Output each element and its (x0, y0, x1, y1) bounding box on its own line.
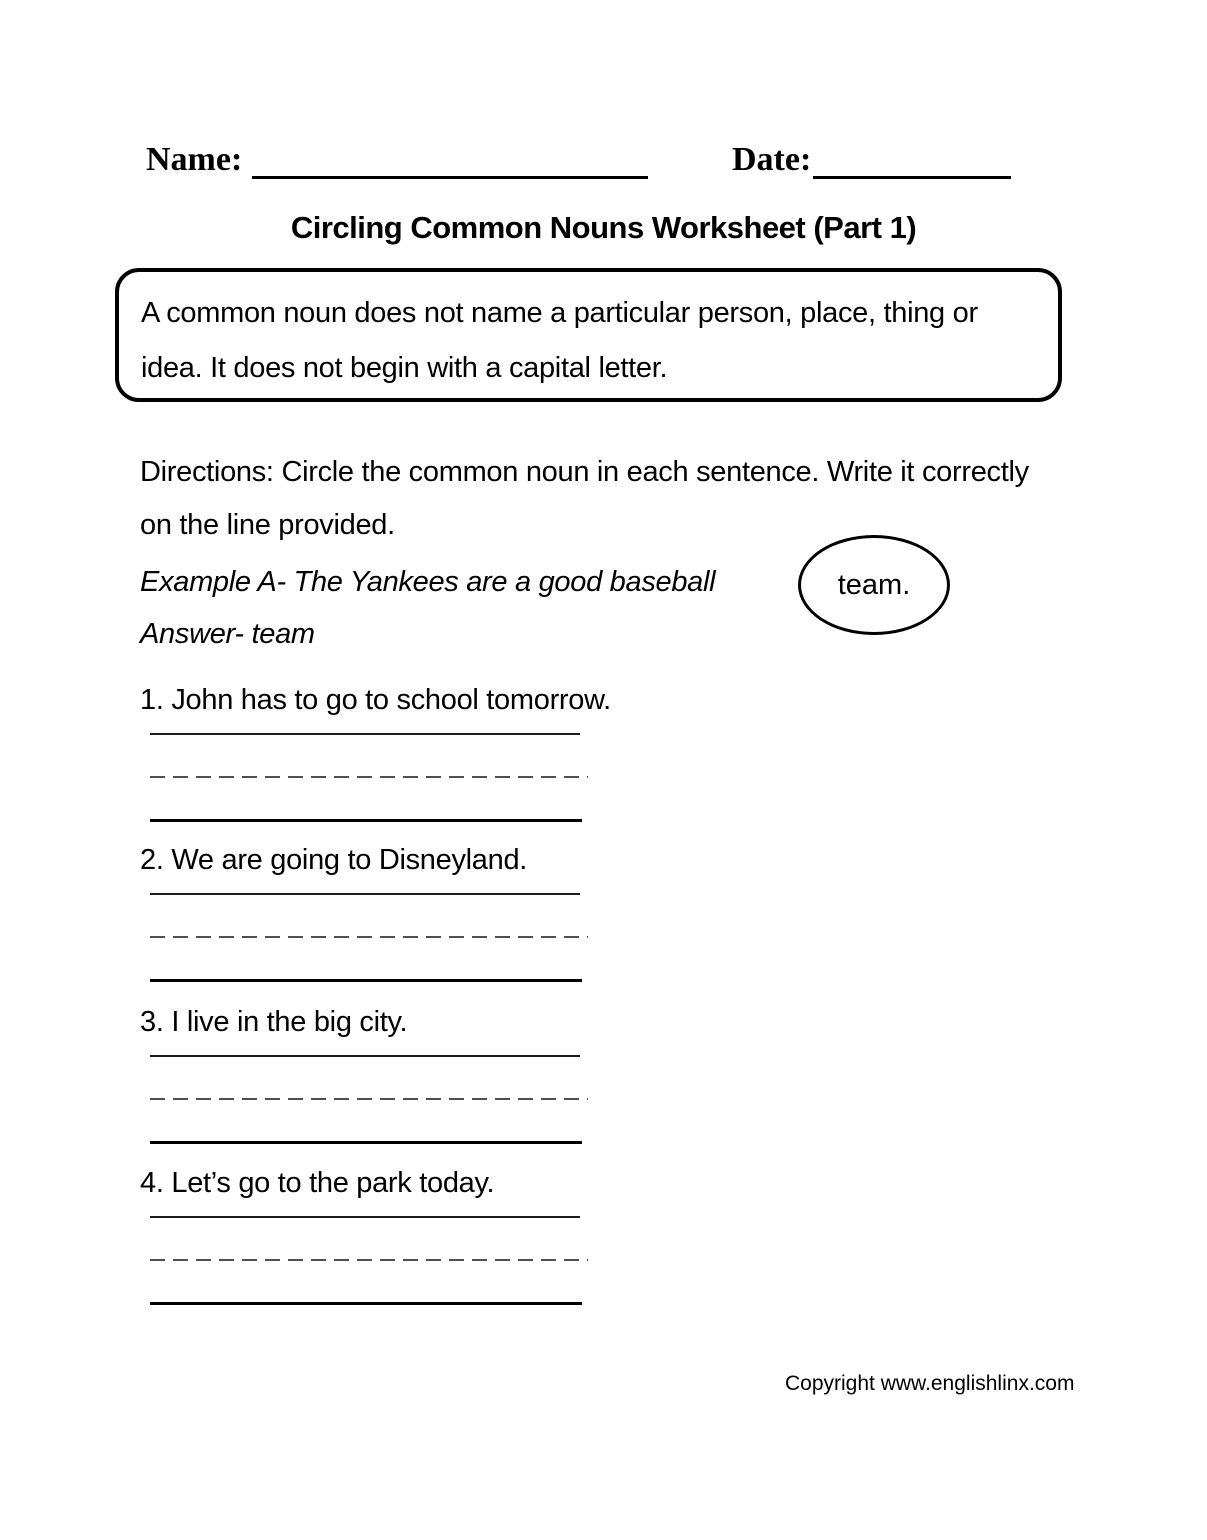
answer-line-dashed-middle (150, 1098, 588, 1100)
example-prompt: Example A- The Yankees are a good baseball (140, 566, 716, 598)
question-4-text (140, 1166, 720, 1200)
question-4 (140, 1166, 720, 1305)
question-3-sentence: I live in the big city. (171, 1006, 408, 1038)
answer-line-solid-bottom (150, 1302, 582, 1305)
question-3-number: 3. (140, 1006, 164, 1038)
circled-word: team. (837, 568, 911, 601)
name-field (146, 141, 648, 179)
question-4-number: 4. (140, 1167, 164, 1199)
answer-line-solid-bottom (150, 1141, 582, 1144)
worksheet-title: Circling Common Nouns Worksheet (Part 1) (290, 210, 917, 245)
answer-line-dashed-middle (150, 1259, 588, 1261)
copyright-text: Copyright www.englishlinx.com (785, 1372, 1075, 1395)
date-write-line (813, 176, 1011, 179)
circled-answer-ellipse (798, 535, 950, 635)
question-1-sentence: John has to go to school tomorrow. (171, 684, 611, 716)
answer-line-solid-top (150, 893, 580, 895)
question-2 (140, 843, 720, 982)
name-label: Name: (146, 141, 243, 178)
name-write-line (252, 176, 648, 179)
question-2-text (140, 843, 720, 877)
definition-box (115, 268, 1062, 402)
date-label: Date: (732, 141, 812, 178)
answer-line-solid-bottom (150, 979, 582, 982)
question-4-sentence: Let’s go to the park today. (171, 1167, 495, 1199)
definition-text: A common noun does not name a particular person, place, thing or idea. It does not begin with a capital letter. (141, 297, 978, 384)
question-4-answer-lines (150, 1216, 720, 1305)
question-1-number: 1. (140, 684, 164, 716)
question-3 (140, 1005, 720, 1144)
answer-line-solid-top (150, 1055, 580, 1057)
question-3-text (140, 1005, 720, 1039)
answer-line-dashed-middle (150, 936, 588, 938)
question-1 (140, 683, 720, 822)
question-2-number: 2. (140, 844, 164, 876)
answer-line-solid-bottom (150, 819, 582, 822)
directions-text: Directions: Circle the common noun in each sentence. Write it correctly on the line provided. (140, 456, 1029, 541)
question-3-answer-lines (150, 1055, 720, 1144)
question-2-answer-lines (150, 893, 720, 982)
answer-line-dashed-middle (150, 776, 588, 778)
date-field (732, 141, 1011, 179)
answer-line-solid-top (150, 1216, 580, 1218)
answer-line-solid-top (150, 733, 580, 735)
example-answer: Answer- team (140, 618, 315, 650)
question-1-text (140, 683, 720, 717)
question-2-sentence: We are going to Disneyland. (171, 844, 528, 876)
question-1-answer-lines (150, 733, 720, 822)
